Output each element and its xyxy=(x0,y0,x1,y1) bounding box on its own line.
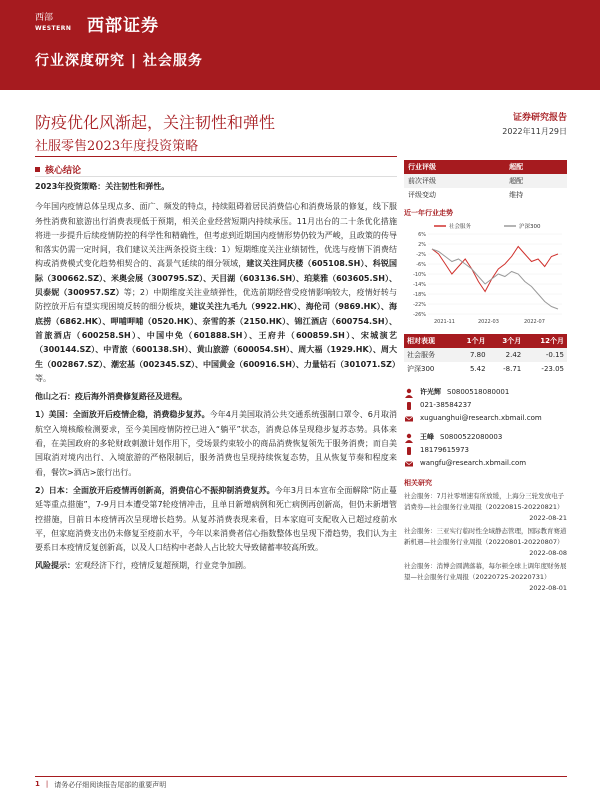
report-title: 防疫优化风渐起，关注韧性和弹性 xyxy=(35,113,276,132)
section-label xyxy=(35,163,81,176)
y-tick-label: 6% xyxy=(418,231,426,238)
rating-value: 超配 xyxy=(505,174,567,188)
p3-text-b: 今年3月日本宣布全面解除“防止蔓延等重点措施”，7-9月日本遭受第7轮疫情冲击，且单日新增病例和死亡病例再创新高，但仍未新增管控措施，目前日本疫情再次呈现增长趋势。从复苏消费表现来看，日本家庭可支配收入已超过疫前水平，但家庭消费支出仍未修复至疫前水平，今年以来消费者信心指数整体也呈现下滑趋势，我们认为主要系日本疫情反复创新高，以及人口结构中老龄人占比较大导致储蓄率较高所致。 xyxy=(35,485,397,553)
analyst-email-row xyxy=(404,457,567,470)
rating-label: 评级变动 xyxy=(408,191,436,199)
report-category: 行业深度研究 | 社会服务 xyxy=(35,53,203,69)
trend-chart xyxy=(404,218,567,328)
report-subtitle: 社服零售2023年度投资策略 xyxy=(35,139,199,154)
perf-cell: 5.42 xyxy=(469,365,486,373)
chart-title: 近一年行业走势 xyxy=(404,209,453,217)
analyst-email-row xyxy=(404,412,567,425)
logo-cn: 西部 xyxy=(35,13,54,23)
analyst-name: 王峰 xyxy=(420,433,434,441)
analyst-cert: S0800518080001 xyxy=(447,388,510,396)
related-item[interactable] xyxy=(404,491,567,524)
related-text: 社会服务：7月社零增速有所放缓，上海分三轮发放电子消费券—社会服务行业周报（20220815-20220821） xyxy=(404,492,565,511)
y-tick-label: -2% xyxy=(416,251,426,258)
x-tick-label: 2022-07 xyxy=(524,319,545,325)
rating-table xyxy=(404,160,567,202)
perf-cell: 沪深300 xyxy=(407,365,435,373)
analyst-name-row xyxy=(404,386,567,399)
p1-text-d: 建议关注九毛九（9922.HK）、海伦司（9869.HK）、海底捞（6862.HK）、呷哺呷哺（0520.HK）、奈雪的茶（2150.HK）、锦江酒店（600754.SH）、首旅酒店（600258.SH）、中国中免（601888.SH）、王府井（600859.SH）、宋城演艺（300144.SZ）、中青旅（600138.SH）、黄山旅游（600054.SH）、周大福（1929.HK）、周大生（002867.SZ）、潮宏基（002345.SZ）、中国黄金（600916.SH）、力量钻石（301071.SZ） xyxy=(35,302,400,369)
report-date: 2022年11月29日 xyxy=(502,127,567,136)
logo-en: WESTERN xyxy=(35,25,72,32)
related-title: 相关研究 xyxy=(404,479,432,487)
risk-label: 风险提示： xyxy=(35,561,75,571)
section-title: 核心结论 xyxy=(45,166,82,176)
footer-divider xyxy=(35,776,567,777)
p1-text-e: 等。 xyxy=(35,373,51,383)
y-tick-label: -10% xyxy=(413,271,426,278)
logo xyxy=(35,8,159,38)
person-icon xyxy=(404,433,414,443)
rating-value: 维持 xyxy=(509,191,524,199)
person-icon xyxy=(404,388,414,398)
related-text: 社会服务：三亚实行临时性全域静态管理，国际教育赛道新机遇—社会服务行业周报（20220801-20220807） xyxy=(404,527,567,546)
body-heading-2: 他山之石：疫后海外消费修复路径及进程。 xyxy=(35,392,187,402)
phone-icon xyxy=(404,401,414,411)
related-date: 2022-08-08 xyxy=(529,549,567,557)
perf-cell: 2.42 xyxy=(489,348,525,362)
footer xyxy=(35,780,166,790)
perf-header-cell: 1个月 xyxy=(453,334,489,348)
risk-text: 宏观经济下行，疫情反复超预期，行业竞争加剧。 xyxy=(75,561,251,571)
analyst-email[interactable]: xuguanghui@research.xbmail.com xyxy=(420,414,542,422)
main-body xyxy=(35,180,400,578)
rating-header-value: 超配 xyxy=(505,160,567,174)
perf-header-row xyxy=(404,334,567,348)
perf-cell: -8.71 xyxy=(503,365,522,373)
page-number: 1 xyxy=(35,780,40,788)
mail-icon xyxy=(404,459,414,469)
mail-icon xyxy=(404,414,414,424)
bullet-icon xyxy=(35,167,40,172)
related-text: 社会服务：消博会圆满落幕，每尔顿全球上调年度财务展望—社会服务行业周报（20220725-20220731） xyxy=(404,562,567,581)
chart-background xyxy=(404,218,567,328)
p1-text-c: 等；2）中期维度关注业绩弹性，优选前期经营受疫情影响较大，疫情好转与防控放开后有望实现困境反转的细分板块， xyxy=(35,288,397,312)
rating-row xyxy=(404,174,567,188)
performance-table xyxy=(404,334,567,376)
analyst-phone: 021-38584237 xyxy=(420,401,472,409)
perf-cell: 社会服务 xyxy=(404,348,453,362)
rating-row xyxy=(404,188,567,202)
phone-icon xyxy=(404,446,414,456)
body-paragraph-1 xyxy=(35,200,400,386)
y-tick-label: 2% xyxy=(418,241,426,248)
perf-cell: -23.05 xyxy=(541,365,564,373)
header-banner xyxy=(0,0,600,90)
p1-text-b: 建议关注同庆楼（605108.SH）、科锐国际（300662.SZ）、米奥会展（300795.SZ）、天目湖（603136.SH）、珀莱雅（603605.SH）、贝泰妮（300957.SZ） xyxy=(35,259,397,298)
body-paragraph-2 xyxy=(35,408,397,479)
y-tick-label: -26% xyxy=(413,311,426,318)
p2-text-a: 1）美国：全面放开后疫情企稳，消费稳步复苏。 xyxy=(35,410,210,420)
footer-separator: | xyxy=(45,780,49,788)
y-tick-label: -22% xyxy=(413,301,426,308)
analyst-phone-row xyxy=(404,444,567,457)
analyst-cert: S0800522080003 xyxy=(440,433,503,441)
legend-label-1: 社会服务 xyxy=(449,224,472,230)
rating-label: 前次评级 xyxy=(404,174,505,188)
related-date: 2022-08-21 xyxy=(529,514,567,522)
related-date: 2022-08-01 xyxy=(529,584,567,592)
analyst-name-row xyxy=(404,431,567,444)
company-name: 西部证券 xyxy=(87,15,159,36)
legend-label-2: 沪深300 xyxy=(519,224,541,230)
report-type: 证券研究报告 xyxy=(512,113,567,123)
perf-row xyxy=(404,348,567,362)
related-item[interactable] xyxy=(404,561,567,594)
sidebar xyxy=(404,160,567,596)
x-tick-label: 2022-03 xyxy=(478,319,499,325)
body-paragraph-3 xyxy=(35,484,397,555)
perf-header-cell: 相对表现 xyxy=(404,334,453,348)
analyst-name: 许光辉 xyxy=(420,388,441,396)
perf-cell: 7.80 xyxy=(453,348,489,362)
y-tick-label: -6% xyxy=(416,261,426,268)
perf-header-cell: 12个月 xyxy=(524,334,567,348)
analyst-block xyxy=(404,386,567,470)
p2-text-b: 今年4月美国取消公共交通系统强制口罩令、6月取消航空入境核酸检测要求，至今美国疫情防控已进入“躺平”状态，消费总体呈现稳步复苏态势。具体来看，在美国政府的多轮财政刺激计划作用下，受场景约束较小的商品消费恢复领先于服务消费；而自美国取消对境内出行、入境旅游的严格限制后，服务消费也呈现持续恢复态势，且从恢复节奏和程度来看，餐饮>酒店>旅行出行。 xyxy=(35,410,397,477)
analyst-phone-row xyxy=(404,399,567,412)
related-list xyxy=(404,491,567,594)
footer-disclaimer: 请务必仔细阅读报告尾部的重要声明 xyxy=(54,781,167,789)
analyst-email[interactable]: wangfu@research.xbmail.com xyxy=(420,459,527,467)
divider xyxy=(35,156,397,157)
divider xyxy=(35,176,397,177)
p1-text-a: 今年国内疫情总体呈现点多、面广、频发的特点，持续阻碍着居民消费信心和消费场景的修复，线下服务性消费和旅游出行消费表现低于预期，相关企业经营短期内持续承压。11月出台的二十条优化措施将进一步提升后续疫情防控的科学性和精确性，但考虑到近期国内疫情形势仍较为严峻，且政策的传导和落实仍需一定时间，我们建议关注两条投资主线：1）短期维度关注业绩韧性，优选与疫情下消费结构或消费模式变化趋势相契合的、高景气延续的细分领域， xyxy=(35,202,397,269)
risk-note xyxy=(35,559,397,573)
y-tick-label: -14% xyxy=(413,281,426,288)
rating-header-row xyxy=(404,160,567,174)
logo-mark xyxy=(35,8,79,38)
rating-header-label: 行业评级 xyxy=(404,160,505,174)
p3-text-a: 2）日本：全面放开后疫情再创新高，消费信心不振抑制消费复苏。 xyxy=(35,485,275,495)
perf-row xyxy=(404,362,567,376)
related-item[interactable] xyxy=(404,526,567,559)
analyst-phone: 18179615973 xyxy=(420,446,469,454)
body-heading: 2023年投资策略：关注韧性和弹性。 xyxy=(35,182,170,191)
x-axis xyxy=(434,319,545,325)
perf-header-cell: 3个月 xyxy=(489,334,525,348)
y-tick-label: -18% xyxy=(413,291,426,298)
perf-cell: -0.15 xyxy=(524,348,567,362)
x-tick-label: 2021-11 xyxy=(434,319,455,325)
